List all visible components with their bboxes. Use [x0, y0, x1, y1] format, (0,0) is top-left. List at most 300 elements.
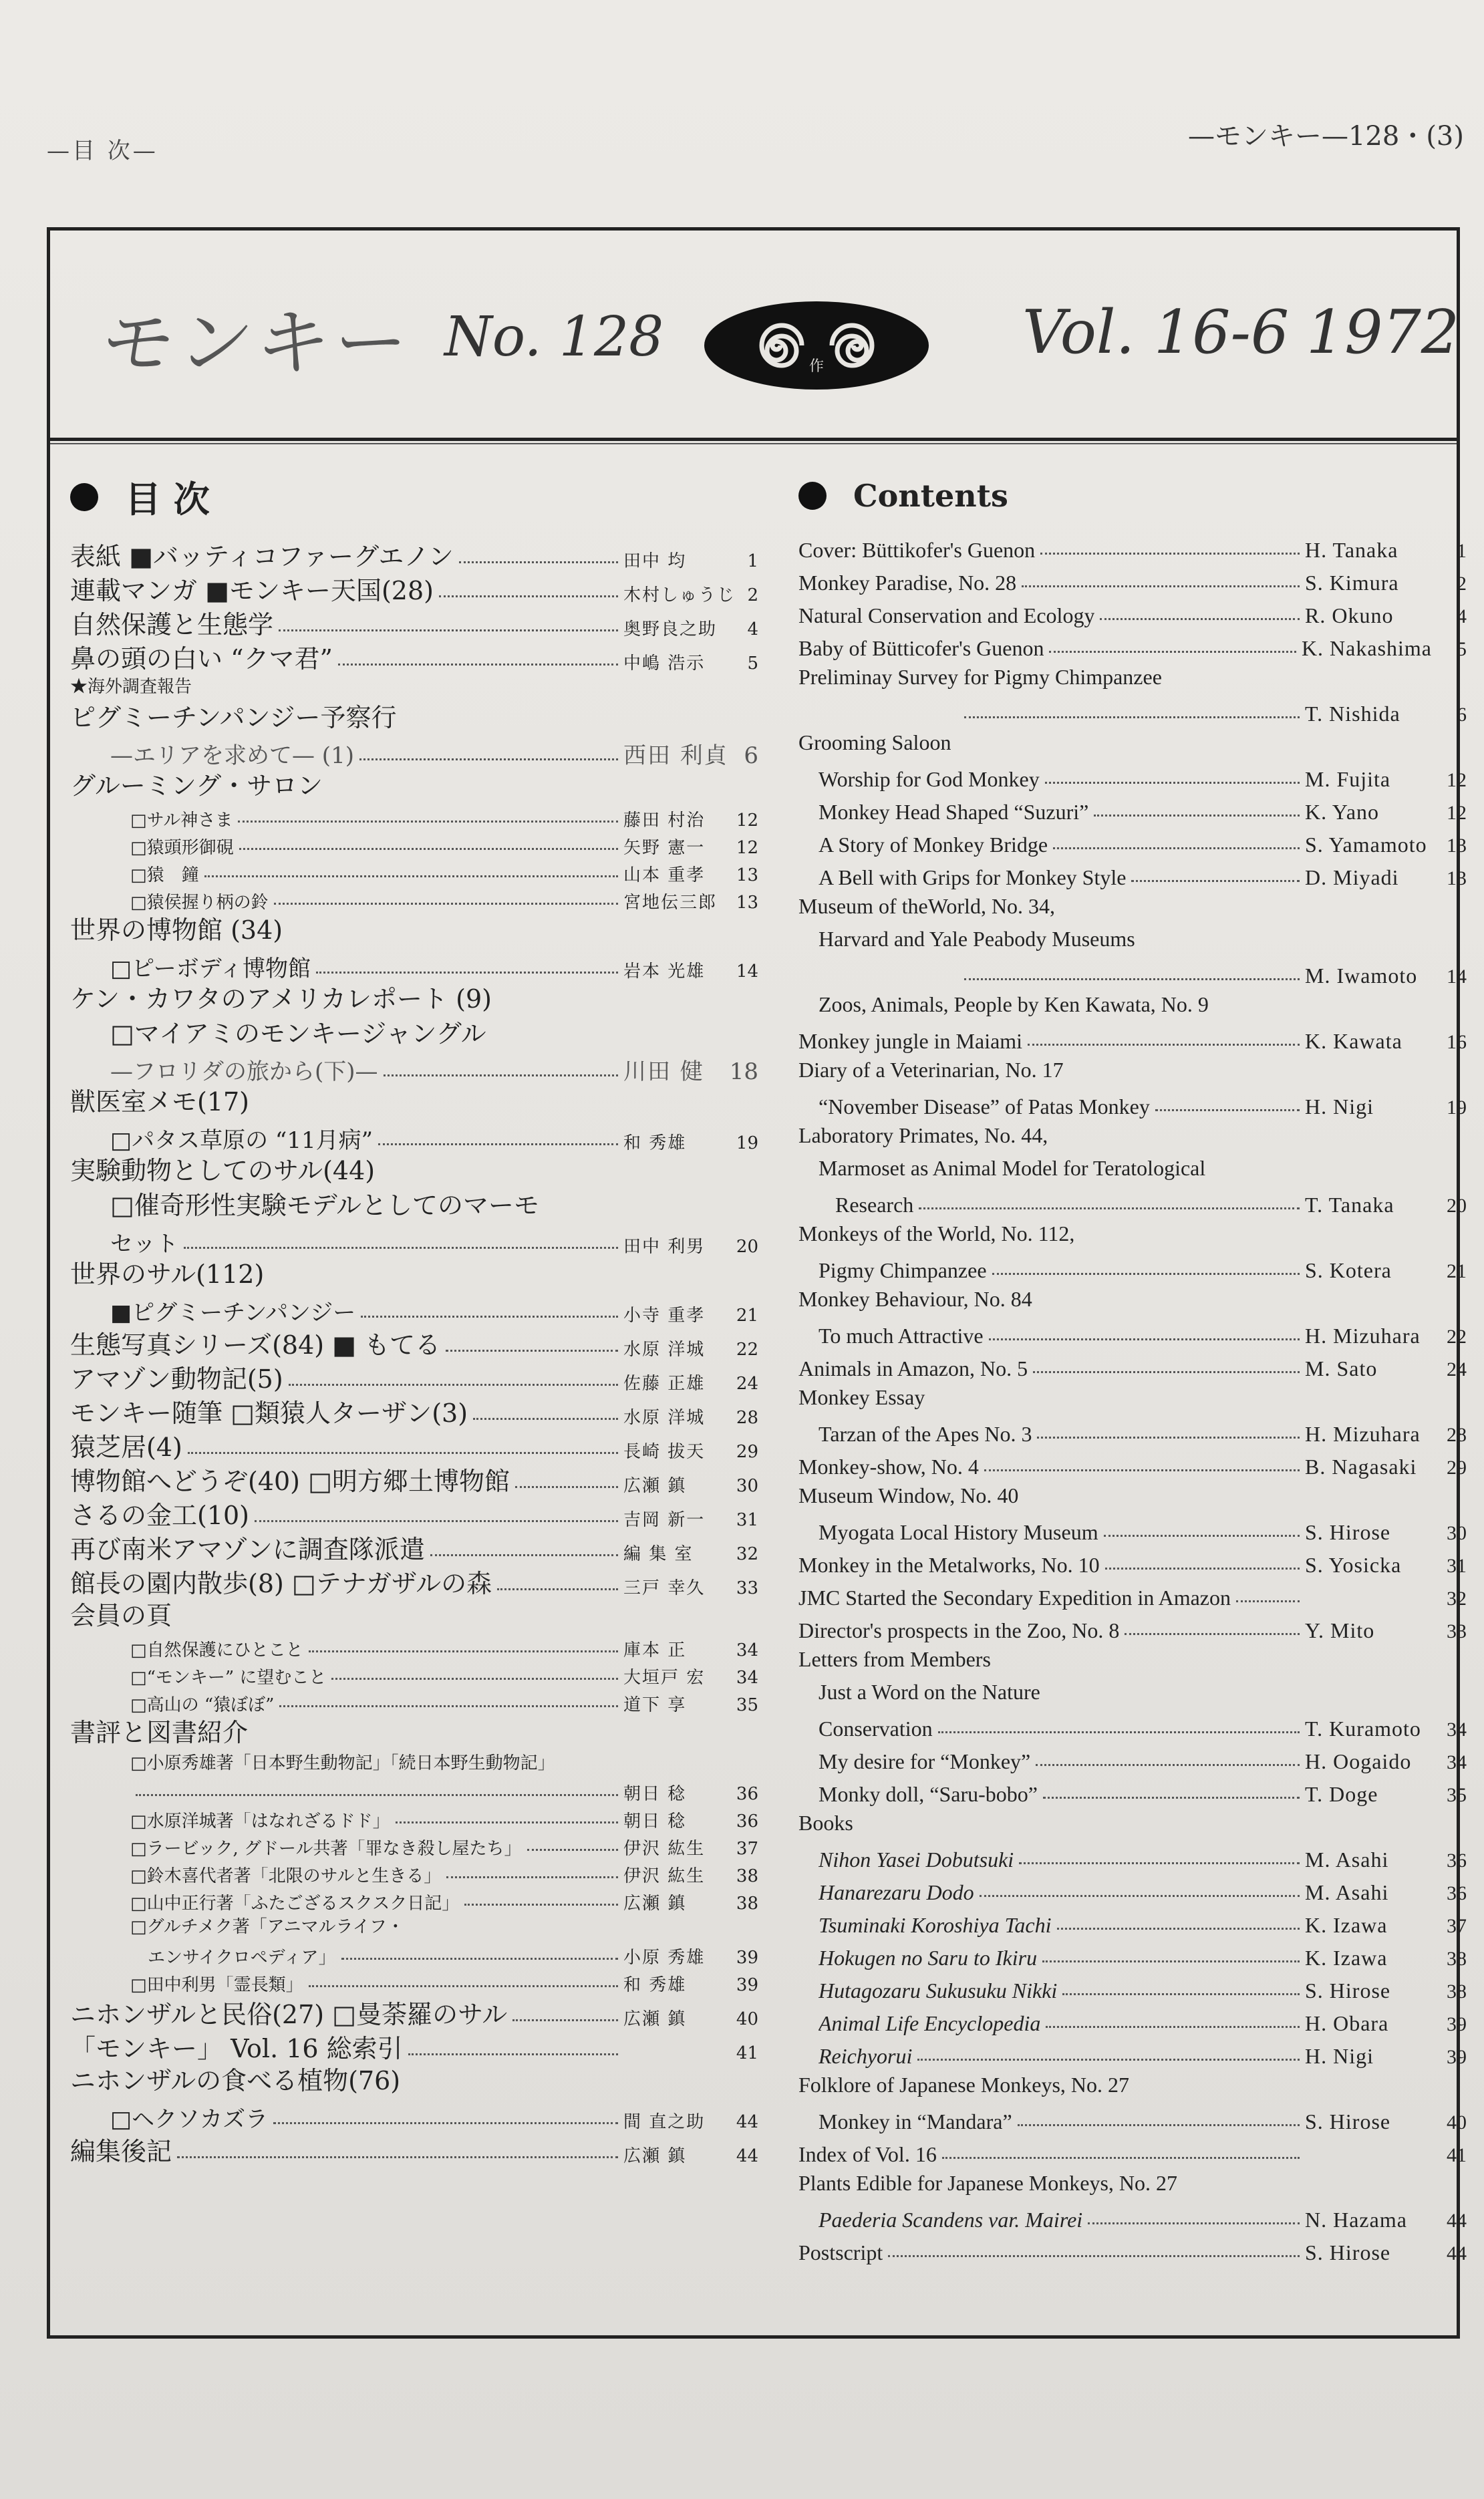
- entry-author: Y. Mito: [1305, 1618, 1375, 1643]
- leader-dots: [1043, 1797, 1300, 1799]
- entry-page: 20: [1447, 1195, 1467, 1217]
- section-label: ニホンザルの食べる植物(76): [70, 2066, 401, 2095]
- toc-entry: [798, 2101, 1467, 2134]
- entry-author: D. Miyadi: [1305, 865, 1399, 890]
- entry-page: 5: [1457, 638, 1467, 661]
- entry-title: 「モンキー」 Vol. 16 総索引: [70, 2035, 403, 2063]
- entry-page: 44: [1447, 2242, 1467, 2265]
- entry-title: Tarzan of the Apes No. 3: [819, 1423, 1032, 1447]
- toc-entry: [70, 571, 758, 605]
- section-label: Museum Window, No. 40: [798, 1483, 1019, 1507]
- entry-author: M. Fujita: [1305, 767, 1391, 792]
- leader-dots: [1045, 782, 1300, 784]
- leader-dots: [408, 2053, 618, 2055]
- entry-author: T. Doge: [1305, 1782, 1378, 1807]
- toc-entry: [70, 1564, 758, 1598]
- entry-author: 大垣戸 宏: [623, 1667, 706, 1688]
- toc-entry: [70, 1995, 758, 2029]
- entry-page: 12: [736, 837, 758, 858]
- toc-entry: [70, 2029, 758, 2063]
- leader-dots: [984, 1469, 1300, 1471]
- entry-page: 41: [1447, 2144, 1467, 2167]
- entry-author: K. Yano: [1305, 800, 1380, 825]
- entry-title: Myogata Local History Museum: [819, 1521, 1098, 1545]
- entry-title: エンサイクロペディア」: [130, 1948, 336, 1968]
- toc-entry: [70, 858, 758, 885]
- leader-dots: [1094, 815, 1300, 817]
- leader-dots: [309, 1985, 618, 1987]
- leader-dots: [331, 1678, 618, 1680]
- leader-dots: [459, 561, 618, 563]
- entry-title: Monkey Head Shaped “Suzuri”: [819, 800, 1089, 825]
- entry-title: □猿 鐘: [130, 865, 199, 885]
- entry-page: 34: [736, 1667, 758, 1688]
- leader-dots: [316, 972, 618, 974]
- entry-author: 編 集 室: [623, 1544, 694, 1564]
- entry-page: 19: [736, 1133, 758, 1153]
- entry-author: 木村しゅうじ: [623, 585, 736, 605]
- entry-title: □“モンキー” に望むこと: [130, 1668, 327, 1688]
- leader-dots: [1018, 2124, 1300, 2126]
- section-label: Folklore of Japanese Monkeys, No. 27: [798, 2073, 1130, 2097]
- bullet-icon: [798, 482, 827, 510]
- entry-author: 広瀬 鎮: [623, 1893, 687, 1914]
- leader-dots: [1100, 618, 1300, 620]
- entry-title: —エリアを求めて— (1): [110, 742, 354, 768]
- entry-page: 37: [1447, 1915, 1467, 1938]
- leader-dots: [1028, 1044, 1300, 1046]
- leader-dots: [1036, 1764, 1300, 1766]
- section-label: Harvard and Yale Peabody Museums: [819, 927, 1135, 951]
- leader-dots: [980, 1895, 1300, 1897]
- leader-dots: [527, 1849, 618, 1851]
- entry-title: Hokugen no Saru to Ikiru: [819, 1946, 1038, 1970]
- section-label: Zoos, Animals, People by Ken Kawata, No. 9: [819, 992, 1209, 1016]
- entry-title: □猿侯握り柄の鈴: [130, 893, 269, 913]
- leader-dots: [273, 2122, 618, 2124]
- leader-dots: [446, 1350, 618, 1352]
- entry-page: 14: [736, 961, 758, 982]
- toc-entry: [70, 1859, 758, 1886]
- entry-page: 13: [736, 892, 758, 913]
- entry-page: 1: [747, 551, 758, 571]
- entry-page: 36: [1447, 1882, 1467, 1905]
- entry-page: 12: [1447, 802, 1467, 825]
- entry-author: N. Hazama: [1305, 2208, 1407, 2232]
- entry-author: K. Kawata: [1305, 1029, 1402, 1054]
- section-label: 実験動物としてのサル(44): [70, 1156, 376, 1185]
- entry-author: H. Obara: [1305, 2011, 1389, 2036]
- section-label: Letters from Members: [798, 1647, 991, 1671]
- toc-entry: [70, 1292, 758, 1326]
- entry-title: JMC Started the Secondary Expedition in Amazon: [798, 1586, 1231, 1610]
- leader-dots: [512, 2019, 618, 2021]
- entry-title: Animals in Amazon, No. 5: [798, 1357, 1028, 1381]
- entry-page: 38: [1447, 1980, 1467, 2003]
- toc-entry: [70, 2098, 758, 2132]
- entry-author: M. Asahi: [1305, 1848, 1389, 1872]
- entry-page: 39: [1447, 2013, 1467, 2036]
- entry-title: Monkey Paradise, No. 28: [798, 571, 1017, 595]
- leader-dots: [279, 629, 618, 631]
- leader-dots: [446, 1876, 618, 1878]
- entry-page: 22: [1447, 1326, 1467, 1348]
- entry-title: Nihon Yasei Dobutsuki: [819, 1848, 1014, 1872]
- entry-title: Baby of Bütticofer's Guenon: [798, 637, 1044, 661]
- toc-entry: [70, 803, 758, 831]
- entry-title: Monkey-show, No. 4: [798, 1455, 979, 1479]
- section-label: Monkey Behaviour, No. 84: [798, 1287, 1032, 1311]
- entry-author: 岩本 光雄: [623, 961, 706, 982]
- entry-author: 朝日 稔: [623, 1783, 687, 1804]
- entry-author: 小原 秀雄: [623, 1947, 706, 1968]
- entry-author: 宮地伝三郎: [623, 892, 718, 913]
- entry-title: セット: [110, 1231, 178, 1257]
- entry-title: Postscript: [798, 2241, 883, 2265]
- section-label: □催奇形性実験モデルとしてのマーモ: [110, 1191, 540, 1220]
- entry-author: T. Tanaka: [1305, 1193, 1394, 1217]
- leader-dots: [917, 2059, 1300, 2061]
- section-label: □マイアミのモンキージャングル: [110, 1019, 486, 1048]
- entry-title: My desire for “Monkey”: [819, 1750, 1031, 1774]
- entry-page: 28: [1447, 1424, 1467, 1447]
- leader-dots: [384, 1074, 618, 1076]
- entry-title: Conservation: [819, 1717, 933, 1741]
- leader-dots: [473, 1418, 618, 1420]
- entry-title: アマゾン動物記(5): [70, 1365, 283, 1394]
- leader-dots: [188, 1452, 618, 1454]
- toc-entry: [70, 1804, 758, 1831]
- running-header-left: —目 次—: [47, 138, 158, 164]
- toc-entry: [798, 1610, 1467, 1643]
- leader-dots: [1131, 880, 1300, 882]
- entry-title: □自然保護にひとこと: [130, 1640, 303, 1660]
- leader-dots: [989, 1338, 1300, 1340]
- toc-entry: [798, 1447, 1467, 1479]
- toc-entry: [70, 735, 758, 768]
- entry-title: Pigmy Chimpanzee: [819, 1259, 987, 1283]
- toc-entry: [70, 1428, 758, 1462]
- leader-dots: [515, 1486, 618, 1488]
- toc-entry: [798, 1185, 1467, 1217]
- leader-dots: [888, 2255, 1300, 2257]
- entry-author: 和 秀雄: [623, 1974, 687, 1995]
- entry-page: 5: [747, 653, 758, 674]
- entry-title: 生態写真シリーズ(84) ■ もてる: [70, 1331, 441, 1360]
- entry-author: S. Kotera: [1305, 1258, 1392, 1283]
- entry-page: 36: [736, 1811, 758, 1831]
- leader-dots: [464, 1904, 618, 1906]
- leader-dots: [1104, 1535, 1300, 1537]
- leader-dots: [239, 848, 618, 850]
- entry-page: 30: [1447, 1522, 1467, 1545]
- leader-dots: [1037, 1437, 1300, 1439]
- section-label: Diary of a Veterinarian, No. 17: [798, 1058, 1064, 1082]
- entry-title: Cover: Büttikofer's Guenon: [798, 539, 1036, 563]
- toc-entry: [798, 759, 1467, 792]
- leader-dots: [274, 903, 618, 905]
- section-label: ピグミーチンパンジー予察行: [70, 703, 397, 732]
- section-label: 会員の頁: [70, 1601, 172, 1630]
- toc-entry: [798, 563, 1467, 595]
- toc-entry: [798, 2232, 1467, 2265]
- entry-page: 44: [736, 2146, 758, 2166]
- entry-author: H. Nigi: [1305, 1094, 1374, 1119]
- entry-author: 水原 洋城: [623, 1339, 706, 1360]
- section-label: Just a Word on the Nature: [819, 1680, 1040, 1704]
- logo-mark: 作: [808, 358, 825, 375]
- leader-dots: [1105, 1568, 1300, 1570]
- entry-author: 長崎 拔天: [623, 1441, 706, 1462]
- leader-dots: [964, 716, 1300, 718]
- entry-title: 連載マンガ ■モンキー天国(28): [70, 577, 434, 605]
- entry-page: 36: [736, 1783, 758, 1804]
- leader-dots: [1019, 1862, 1300, 1864]
- entry-page: 44: [736, 2111, 758, 2132]
- entry-author: 三戸 幸久: [623, 1578, 706, 1598]
- entry-page: 16: [1447, 1031, 1467, 1054]
- leader-dots: [992, 1273, 1300, 1275]
- toc-entry: [798, 2134, 1467, 2167]
- toc-entry: [70, 1940, 758, 1968]
- leader-dots: [430, 1554, 618, 1556]
- toc-entry: [798, 792, 1467, 825]
- toc-entry: [798, 2036, 1467, 2069]
- leader-dots: [1155, 1109, 1300, 1111]
- toc-entry: [70, 1496, 758, 1530]
- leader-dots: [942, 2157, 1300, 2159]
- entry-title: □ピーボディ博物館: [110, 956, 311, 982]
- leader-dots: [184, 1247, 618, 1249]
- leader-dots: [439, 595, 618, 597]
- leader-dots: [255, 1520, 618, 1522]
- volume-number: Vol. 16-6: [1022, 297, 1290, 368]
- toc-entry: [798, 1578, 1467, 1610]
- entry-title: Monky doll, “Saru-bobo”: [819, 1783, 1038, 1807]
- section-label: Grooming Saloon: [798, 730, 951, 754]
- entry-page: 39: [736, 1974, 758, 1995]
- entry-page: 40: [1447, 2111, 1467, 2134]
- entry-author: 田中 均: [623, 551, 687, 571]
- section-label: Laboratory Primates, No. 44,: [798, 1123, 1048, 1147]
- toc-entry: [70, 831, 758, 858]
- magazine-title: モンキー: [95, 300, 418, 386]
- leader-dots: [1042, 1960, 1300, 1962]
- leader-dots: [497, 1588, 618, 1590]
- entry-title: □サル神さま: [130, 811, 233, 831]
- entry-title: ニホンザルと民俗(27) □曼荼羅のサル: [70, 2001, 508, 2029]
- section-label: 獣医室メモ(17): [70, 1087, 250, 1117]
- entry-page: 4: [747, 619, 758, 639]
- entry-author: K. Izawa: [1305, 1946, 1388, 1970]
- publication-year: 1972: [1306, 297, 1460, 368]
- toc-entry: [70, 1968, 758, 1995]
- toc-entry: [798, 694, 1467, 726]
- entry-title: —フロリダの旅から(下)—: [110, 1058, 378, 1084]
- entry-author: B. Nagasaki: [1305, 1455, 1417, 1479]
- entry-author: 佐藤 正雄: [623, 1373, 706, 1394]
- entry-page: 21: [1447, 1260, 1467, 1283]
- entry-author: R. Okuno: [1305, 603, 1394, 628]
- toc-entry: [70, 1394, 758, 1428]
- entry-author: M. Asahi: [1305, 1880, 1389, 1905]
- entry-page: 38: [1447, 1948, 1467, 1970]
- english-contents-heading: [798, 478, 1467, 514]
- entry-page: 34: [1447, 1751, 1467, 1774]
- toc-entry: [70, 885, 758, 913]
- section-label: ★海外調査報告: [70, 677, 192, 697]
- leader-dots: [1053, 847, 1300, 849]
- entry-title: □猿頭形御硯: [130, 838, 234, 858]
- entry-title: □高山の “猿ぼぼ”: [130, 1695, 275, 1715]
- toc-entry: [70, 2132, 758, 2166]
- entry-page: 12: [736, 810, 758, 831]
- leader-dots: [1236, 1600, 1300, 1602]
- entry-page: 29: [736, 1441, 758, 1462]
- entry-page: 44: [1447, 2210, 1467, 2232]
- masthead: [50, 231, 1460, 441]
- entry-page: 29: [1447, 1457, 1467, 1479]
- entry-title: モンキー随筆 □類猿人ターザン(3): [70, 1399, 468, 1428]
- entry-page: 22: [736, 1339, 758, 1360]
- entry-page: 2: [747, 585, 758, 605]
- bullet-icon: [70, 483, 98, 511]
- entry-title: Hutagozaru Sukusuku Nikki: [819, 1979, 1058, 2003]
- toc-entry: [798, 1414, 1467, 1447]
- entry-author: S. Hirose: [1305, 1978, 1391, 2003]
- entry-author: 山本 重孝: [623, 865, 706, 885]
- entry-page: 13: [736, 865, 758, 885]
- entry-page: 24: [736, 1373, 758, 1394]
- entry-page: 6: [1457, 704, 1467, 726]
- entry-page: 38: [736, 1893, 758, 1914]
- toc-entry: [70, 947, 758, 982]
- toc-entry: [798, 595, 1467, 628]
- entry-author: 藤田 村治: [623, 810, 706, 831]
- entry-page: 1: [1457, 540, 1467, 563]
- entry-title: □ラービック, グドール共著「罪なき殺し屋たち」: [130, 1839, 522, 1859]
- entry-page: 20: [736, 1236, 758, 1257]
- entry-page: 35: [1447, 1784, 1467, 1807]
- entry-title: □山中正行著「ふたござるスクスク日記」: [130, 1894, 460, 1914]
- entry-page: 39: [736, 1947, 758, 1968]
- entry-page: 35: [736, 1695, 758, 1715]
- leader-dots: [919, 1207, 1300, 1209]
- japanese-contents-list: [70, 537, 758, 2166]
- leader-dots: [1033, 1371, 1300, 1373]
- entry-page: 4: [1457, 605, 1467, 628]
- entry-author: 奥野良之助: [623, 619, 718, 639]
- issue-number: No. 128: [444, 305, 664, 369]
- entry-author: S. Yosicka: [1305, 1553, 1402, 1578]
- toc-entry: [70, 1223, 758, 1257]
- entry-page: 33: [736, 1578, 758, 1598]
- section-label: Plants Edible for Japanese Monkeys, No. 27: [798, 2171, 1178, 2195]
- contents-frame: [47, 227, 1467, 2339]
- toc-entry: [70, 1688, 758, 1715]
- leader-dots: [1057, 1928, 1300, 1930]
- entry-title: Paederia Scandens var. Mairei: [819, 2208, 1083, 2232]
- leader-dots: [378, 1143, 618, 1145]
- toc-entry: [70, 639, 758, 674]
- toc-entry: [798, 1970, 1467, 2003]
- entry-author: 間 直之助: [623, 2111, 706, 2132]
- leader-dots: [289, 1384, 618, 1386]
- entry-author: T. Kuramoto: [1305, 1717, 1421, 1741]
- entry-page: 14: [1447, 966, 1467, 988]
- entry-title: Monkey in “Mandara”: [819, 2110, 1012, 2134]
- entry-author: H. Nigi: [1305, 2044, 1374, 2069]
- entry-title: □鈴木喜代者著「北限のサルと生きる」: [130, 1866, 442, 1886]
- entry-author: 庫本 正: [623, 1640, 687, 1660]
- entry-title: 再び南米アマゾンに調査隊派遣: [70, 1535, 425, 1564]
- entry-page: 2: [1457, 573, 1467, 595]
- entry-author: 広瀬 鎮: [623, 1475, 687, 1496]
- toc-entry: [798, 1545, 1467, 1578]
- entry-author: S. Hirose: [1305, 1520, 1391, 1545]
- leader-dots: [396, 1821, 618, 1823]
- entry-author: H. Mizuhara: [1305, 1422, 1421, 1447]
- toc-entry: [798, 2200, 1467, 2232]
- entry-author: M. Sato: [1305, 1356, 1378, 1381]
- entry-title: Monkey jungle in Maiami: [798, 1030, 1023, 1054]
- entry-title: Tsuminaki Koroshiya Tachi: [819, 1914, 1052, 1938]
- toc-entry: [798, 857, 1467, 890]
- entry-page: 21: [736, 1305, 758, 1326]
- entry-title: Animal Life Encyclopedia: [819, 2012, 1041, 2036]
- entry-page: 31: [736, 1509, 758, 1530]
- entry-page: 34: [1447, 1719, 1467, 1741]
- toc-entry: [798, 1348, 1467, 1381]
- entry-title: 表紙 ■バッティコファーグエノン: [70, 543, 454, 571]
- entry-page: 30: [736, 1475, 758, 1496]
- toc-entry: [70, 1660, 758, 1688]
- entry-author: 和 秀雄: [623, 1133, 687, 1153]
- entry-title: Research: [835, 1193, 914, 1217]
- leader-dots: [1022, 585, 1300, 587]
- entry-page: 41: [736, 2043, 758, 2063]
- entry-title: さるの金工(10): [70, 1501, 250, 1530]
- toc-entry: [70, 1886, 758, 1914]
- entry-title: Monkey in the Metalworks, No. 10: [798, 1554, 1100, 1578]
- entry-author: 吉岡 新一: [623, 1509, 706, 1530]
- section-label: ケン・カワタのアメリカレポート (9): [70, 984, 492, 1014]
- toc-entry: [798, 1021, 1467, 1054]
- entry-page: 37: [736, 1838, 758, 1859]
- leader-dots: [1088, 2222, 1300, 2224]
- entry-page: 39: [1447, 2046, 1467, 2069]
- toc-entry: [70, 1051, 758, 1084]
- leader-dots: [136, 1794, 618, 1796]
- toc-entry: [798, 2003, 1467, 2036]
- english-contents-list: [798, 530, 1467, 2265]
- leader-dots: [361, 1316, 618, 1318]
- entry-author: S. Kimura: [1305, 571, 1399, 595]
- entry-author: 広瀬 鎮: [623, 2146, 687, 2166]
- section-label: 世界の博物館 (34): [70, 915, 283, 945]
- entry-author: 朝日 稔: [623, 1811, 687, 1831]
- leader-dots: [279, 1705, 618, 1707]
- toc-entry: [798, 1938, 1467, 1970]
- toc-entry: [798, 1774, 1467, 1807]
- entry-author: K. Izawa: [1305, 1913, 1388, 1938]
- toc-entry: [798, 1086, 1467, 1119]
- entry-page: 32: [736, 1544, 758, 1564]
- section-label: 書評と図書紹介: [70, 1718, 249, 1747]
- english-contents-column: [798, 478, 1467, 2265]
- entry-author: 田中 利男: [623, 1236, 706, 1257]
- section-label: 世界のサル(112): [70, 1260, 265, 1289]
